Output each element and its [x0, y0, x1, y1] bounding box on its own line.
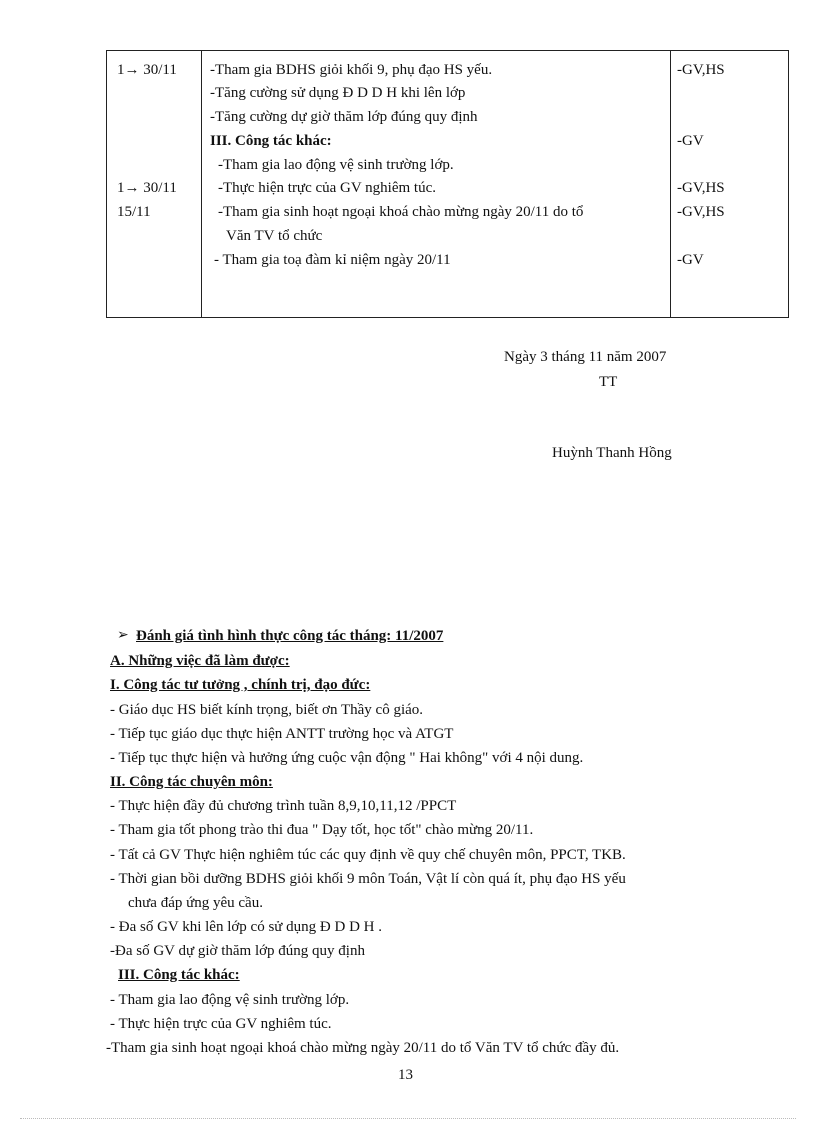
task-line: -Thực hiện trực của GV nghiêm túc. [218, 180, 436, 196]
section-3-heading: III. Công tác khác: [118, 967, 240, 983]
task-line: -Tăng cường dự giờ thăm lớp đúng quy định [210, 109, 478, 125]
resp-cell: -GV,HS [677, 62, 725, 78]
date-cell: 15/11 [117, 204, 151, 220]
section-1-heading: I. Công tác tư tưởng , chính trị, đạo đức: [110, 677, 371, 693]
plan-table [106, 50, 789, 318]
responsible-column [671, 51, 789, 318]
list-item: - Thực hiện đầy đủ chương trình tuần 8,9,10,11,12 /PPCT [110, 798, 457, 814]
task-line: -Tham gia BDHS giỏi khối 9, phụ đạo HS yếu. [210, 62, 493, 78]
signature-role: TT [599, 374, 618, 390]
list-item: -Tham gia sinh hoạt ngoại khoá chào mừng ngày 20/11 do tổ Văn TV tổ chức đầy đủ. [106, 1040, 620, 1056]
section-2-heading: II. Công tác chuyên môn: [110, 774, 273, 790]
list-item-continuation: chưa đáp ứng yêu cầu. [128, 895, 263, 911]
list-item: - Giáo dục HS biết kính trọng, biết ơn Thầy cô giáo. [110, 702, 424, 718]
list-item: - Tiếp tục thực hiện và hưởng ứng cuộc vận động " Hai không" với 4 nội dung. [110, 750, 584, 766]
task-column [202, 51, 671, 318]
date-column [107, 51, 202, 318]
resp-cell: -GV [677, 133, 704, 149]
list-item: - Tham gia tốt phong trào thi đua " Dạy tốt, học tốt" chào mừng 20/11. [110, 822, 534, 838]
task-line: -Tham gia lao động vệ sinh trường lớp. [218, 157, 454, 173]
date-cell: 1→ 30/11 [117, 62, 177, 78]
signature-name: Huỳnh Thanh Hồng [552, 445, 672, 461]
arrow-bullet-icon: ➢ [117, 628, 129, 643]
resp-cell: -GV,HS [677, 180, 725, 196]
page-bottom-rule [20, 1118, 796, 1119]
resp-cell: -GV,HS [677, 204, 725, 220]
task-line: - Tham gia toạ đàm kỉ niệm ngày 20/11 [214, 252, 451, 268]
list-item: - Đa số GV khi lên lớp có sử dụng Đ D D H . [110, 919, 383, 935]
signature-date: Ngày 3 tháng 11 năm 2007 [504, 349, 667, 365]
list-item: -Đa số GV dự giờ thăm lớp đúng quy định [110, 943, 365, 959]
page-number: 13 [398, 1067, 413, 1083]
section-a-heading: A. Những việc đã làm được: [110, 653, 290, 669]
date-cell: 1→ 30/11 [117, 180, 177, 196]
evaluation-heading: Đánh giá tình hình thực công tác tháng: 11/2007 [136, 628, 444, 644]
list-item: - Thời gian bồi dưỡng BDHS giỏi khối 9 môn Toán, Vật lí còn quá ít, phụ đạo HS yếu [110, 871, 626, 887]
list-item: - Tất cả GV Thực hiện nghiêm túc các quy định về quy chế chuyên môn, PPCT, TKB. [110, 847, 626, 863]
resp-cell: -GV [677, 252, 704, 268]
list-item: - Thực hiện trực của GV nghiêm túc. [110, 1016, 332, 1032]
task-line: -Tăng cường sử dụng Đ D D H khi lên lớp [210, 85, 466, 101]
task-subheading: III. Công tác khác: [210, 133, 332, 149]
task-line: Văn TV tổ chức [226, 228, 323, 244]
list-item: - Tiếp tục giáo dục thực hiện ANTT trường học và ATGT [110, 726, 454, 742]
task-line: -Tham gia sinh hoạt ngoại khoá chào mừng ngày 20/11 do tổ [218, 204, 584, 220]
list-item: - Tham gia lao động vệ sinh trường lớp. [110, 992, 350, 1008]
